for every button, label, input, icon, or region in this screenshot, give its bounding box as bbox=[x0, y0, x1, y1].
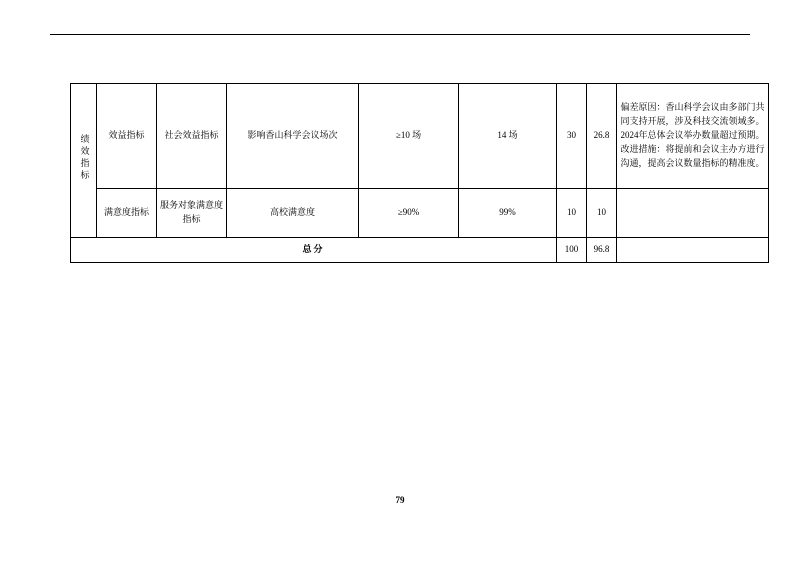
total-note bbox=[617, 238, 769, 263]
table-total-row bbox=[71, 238, 769, 263]
total-max-score: 100 bbox=[557, 238, 587, 263]
cell-indicator-name: 影响香山科学会议场次 bbox=[227, 84, 359, 189]
cell-indicator-subtype: 服务对象满意度指标 bbox=[157, 189, 227, 238]
cell-indicator-name: 高校满意度 bbox=[227, 189, 359, 238]
cell-max-score: 30 bbox=[557, 84, 587, 189]
total-score: 96.8 bbox=[587, 238, 617, 263]
cell-actual-value: 99% bbox=[459, 189, 557, 238]
cell-target-value: ≥10 场 bbox=[359, 84, 459, 189]
cell-indicator-subtype: 社会效益指标 bbox=[157, 84, 227, 189]
cell-actual-value: 14 场 bbox=[459, 84, 557, 189]
performance-indicator-table bbox=[70, 83, 769, 263]
table-row bbox=[71, 84, 769, 189]
table-row bbox=[71, 189, 769, 238]
cell-max-score: 10 bbox=[557, 189, 587, 238]
cell-indicator-type: 效益指标 bbox=[97, 84, 157, 189]
category-label: 绩效指标 bbox=[79, 134, 90, 183]
cell-deviation-note: 偏差原因：香山科学会议由多部门共同支持开展，涉及科技交流领域多。2024年总体会议举办数量超过预期。改进措施：将提前和会议主办方进行沟通，提高会议数量指标的精准度。 bbox=[617, 84, 769, 189]
total-label: 总分 bbox=[71, 238, 557, 263]
cell-indicator-type: 满意度指标 bbox=[97, 189, 157, 238]
page-number: 79 bbox=[395, 495, 405, 505]
cell-score: 26.8 bbox=[587, 84, 617, 189]
cell-category bbox=[71, 84, 97, 238]
cell-score: 10 bbox=[587, 189, 617, 238]
cell-target-value: ≥90% bbox=[359, 189, 459, 238]
performance-table-container bbox=[70, 83, 765, 263]
cell-deviation-note bbox=[617, 189, 769, 238]
header-rule bbox=[50, 34, 750, 35]
